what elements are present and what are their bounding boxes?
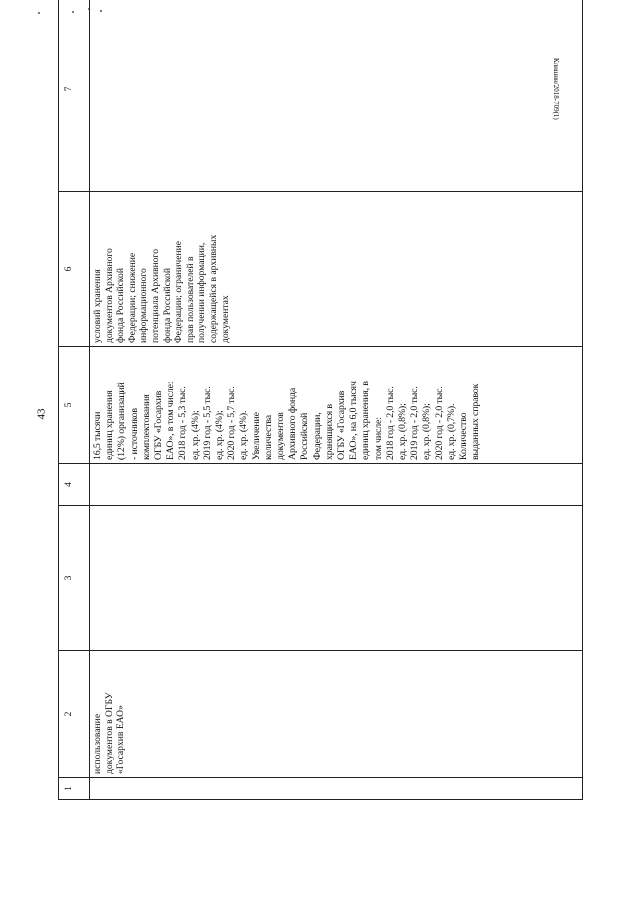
cell-col7 [90,0,583,192]
data-table [58,0,583,800]
column-header-4: 4 [59,464,90,506]
cell-col1 [90,778,583,800]
table-header-row [59,0,90,800]
cell-col6 [90,192,583,347]
page-number: 43 [35,408,48,420]
table-row [90,0,583,800]
column-header-5: 5 [59,347,90,464]
cell-col3 [90,506,583,651]
cell-col5 [90,347,583,464]
column-header-3: 3 [59,506,90,651]
cell-col6-text: условий хранения документов Архивного фонда Российской Федерации; снижение информационного потенциала Архивного фонда Российской Федерации; ограничение прав пользователей в получении информации, содержащейся в архивных документах [92,234,231,343]
column-header-1: 1 [59,778,90,800]
rotated-table-area [58,22,583,800]
column-header-6: 6 [59,192,90,347]
scan-speck [38,12,40,14]
cell-col5-text: 16,5 тысячи единиц хранения (12%) организаций - источников комплектования ОГБУ «Госархив ЕАО», в том числе: 2018 год - 5,3 тыс. ед. хр. (4%); 2019 год - 5,5 тыс. ед. хр. (4%); 2020 год - 5,7 тыс. ед. хр. (4%). Увеличение количества документов Архивного фонда Российской Федерации, хранящихся в ОГБУ «Госархив ЕАО», на 6,0 тысяч единиц хранения, в том числе: 2018 год - 2,0 тыс. ед. хр. (0,8%); 2019 год - 2,0 тыс. ед. хр. (0,8%); 2020 год - 2,0 тыс. ед. хр. (0,7%). Количество выданных справок [92,381,482,460]
table-container [58,22,583,800]
cell-col2-text: использование документов в ОГБУ «Госархив ЕАО» [92,692,127,774]
document-code: Клишин/2018-709(1) [552,58,560,120]
cell-col2 [90,651,583,778]
column-header-7: 7 [59,0,90,192]
cell-col4 [90,464,583,506]
column-header-2: 2 [59,651,90,778]
